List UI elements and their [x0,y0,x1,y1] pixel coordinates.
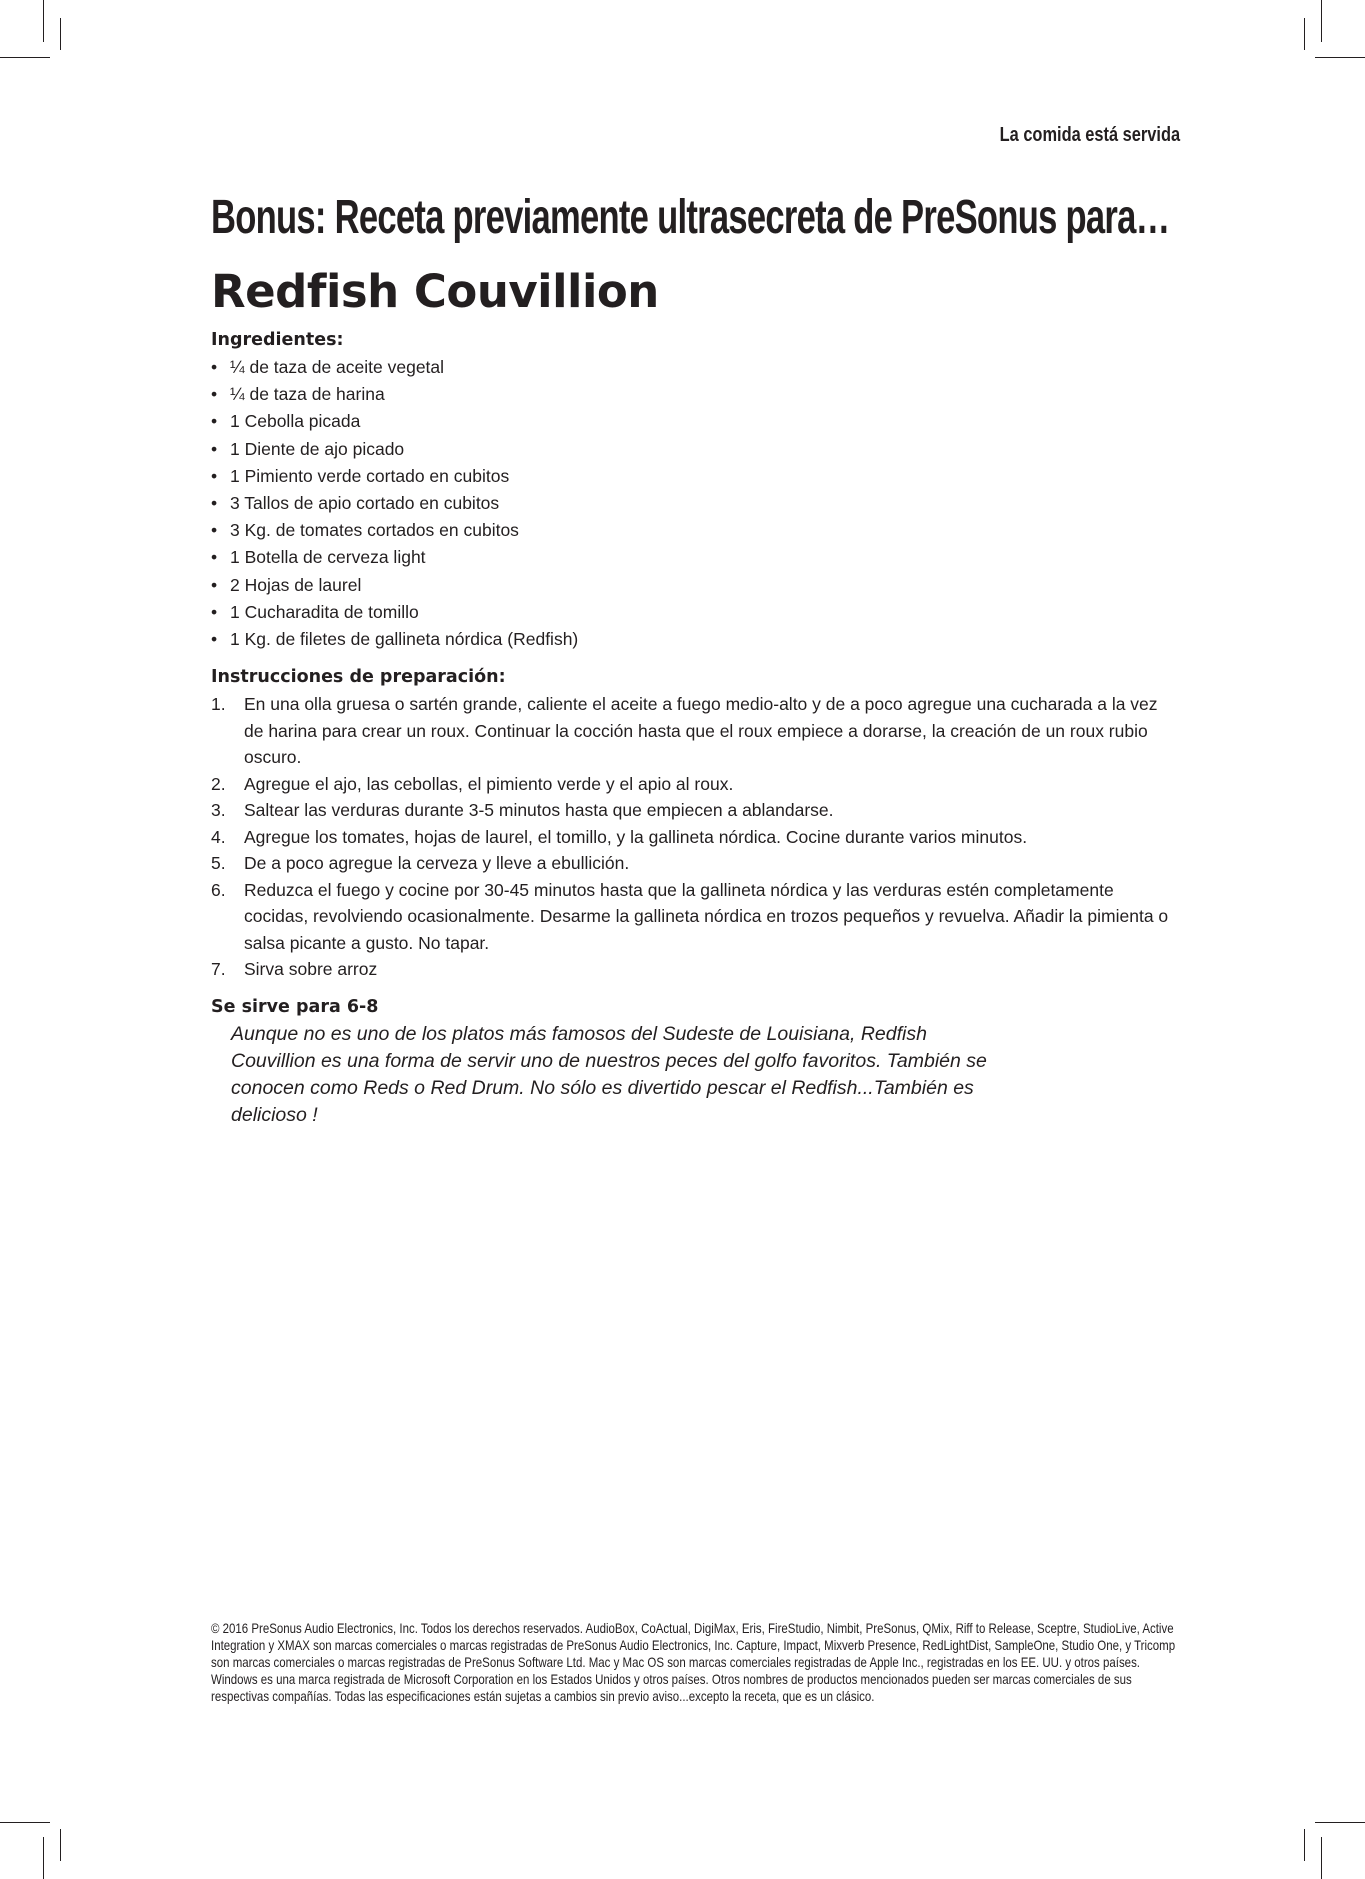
list-item [211,517,1181,544]
running-header: La comida está servida [999,124,1180,146]
ingredient-text: 1 Botella de cerveza light [230,547,426,568]
instructions-list [211,691,1181,983]
bullet-icon: • [211,629,218,650]
ingredient-text: 1 Cebolla picada [230,411,361,432]
crop-mark [43,1837,44,1879]
recipe-content [211,190,1181,1129]
list-item [211,436,1181,463]
list-item [211,797,1181,824]
step-text: Saltear las verduras durante 3-5 minutos hasta que empiecen a ablandarse. [244,800,834,821]
list-item [211,544,1181,571]
crop-mark [1304,18,1305,50]
recipe-note: Aunque no es uno de los platos más famosos del Sudeste de Louisiana, Redfish Couvillion es una forma de servir uno de nuestros peces del golfo favoritos. También se conocen como Reds o Red Drum. No sólo es divertido pescar el Redfish...También es delicioso ! [231,1022,987,1126]
legal-footer: © 2016 PreSonus Audio Electronics, Inc. Todos los derechos reservados. AudioBox, CoActual, DigiMax, Eris, FireStudio, Nimbit, PreSonus, QMix, Riff to Release, Sceptre, StudioLive, Active Integration y XMAX son marcas comerciales o marcas registradas de PreSonus Audio Electronics, Inc. Capture, Impact, Mixverb Presence, RedLightDist, SampleOne, Studio One, y Tricomp son marcas comerciales o marcas registradas de PreSonus Software Ltd. Mac y Mac OS son marcas comerciales registradas de Apple Inc., registradas en los EE. UU. y otros países. Windows es una marca registrada de Microsoft Corporation en los Estados Unidos y otros países. Otros nombres de productos mencionados pueden ser marcas comerciales de sus respectivas compañías. Todas las especificaciones están sujetas a cambios sin previo aviso...excepto la receta, que es un clásico. [211,1620,1176,1704]
bullet-icon: • [211,357,218,377]
ingredient-text: 3 Tallos de apio cortado en cubitos [230,493,500,514]
step-text: Agregue el ajo, las cebollas, el pimiento verde y el apio al roux. [244,773,734,794]
step-text: Reduzca el fuego y cocine por 30-45 minutos hasta que la gallineta nórdica y las verduras estén completamente cocidas, revolviendo ocasionalmente. Desarme la gallineta nórdica en trozos pequeños y revuelva. Añadir la pimienta o salsa picante a gusto. No tapar. [244,879,1169,953]
serves-heading: Se sirve para 6-8 [211,996,379,1017]
step-number: 5. [211,853,226,874]
instructions-heading: Instrucciones de preparación: [211,667,506,688]
bullet-icon: • [211,438,218,459]
crop-mark [1315,1822,1365,1823]
crop-mark [60,18,61,50]
step-text: Agregue los tomates, hojas de laurel, el tomillo, y la gallineta nórdica. Cocine durante varios minutos. [244,826,1028,847]
ingredient-text: 1 Cucharadita de tomillo [230,601,419,622]
list-item [211,877,1181,957]
crop-mark [1304,1829,1305,1861]
step-text: De a poco agregue la cerveza y lleve a ebullición. [244,853,630,874]
bullet-icon: • [211,493,218,514]
ingredient-text: 1 Kg. de filetes de gallineta nórdica (Redfish) [230,629,579,650]
ingredient-text: ¼ de taza de harina [230,384,385,405]
bullet-icon: • [211,384,218,405]
bullet-icon: • [211,465,218,486]
list-item [211,599,1181,626]
ingredient-text: 1 Pimiento verde cortado en cubitos [230,465,510,486]
list-item [211,771,1181,798]
list-item [211,956,1181,983]
step-number: 2. [211,773,226,794]
bullet-icon: • [211,574,218,595]
bullet-icon: • [211,520,218,541]
ingredient-text: 3 Kg. de tomates cortados en cubitos [230,520,519,541]
crop-mark [43,0,44,42]
bullet-icon: • [211,547,218,568]
step-number: 7. [211,959,226,980]
list-item [211,572,1181,599]
crop-mark [1321,1837,1322,1879]
list-item [211,408,1181,435]
ingredient-text: 1 Diente de ajo picado [230,438,405,459]
ingredients-list [211,354,1181,653]
list-item [211,691,1181,771]
ingredient-text: ¼ de taza de aceite vegetal [230,357,445,377]
ingredient-text: 2 Hojas de laurel [230,574,362,595]
step-text: En una olla gruesa o sartén grande, caliente el aceite a fuego medio-alto y de a poco agregue una cucharada a la vez de harina para crear un roux. Continuar la cocción hasta que el roux empiece a dorarse, la creación de un roux rubio oscuro. [244,694,1158,768]
recipe-title: Redfish Couvillion [211,265,659,318]
list-item [211,626,1181,653]
crop-mark [0,1822,50,1823]
bonus-title: Bonus: Receta previamente ultrasecreta de PreSonus para… [211,191,1170,244]
list-item [211,463,1181,490]
list-item [211,381,1181,408]
step-number: 4. [211,826,226,847]
crop-mark [1315,57,1365,58]
list-item [211,354,1181,381]
step-number: 6. [211,879,226,900]
step-number: 1. [211,694,226,715]
crop-mark [60,1829,61,1861]
crop-mark [1321,0,1322,42]
step-number: 3. [211,800,226,821]
step-text: Sirva sobre arroz [244,959,378,980]
list-item [211,850,1181,877]
list-item [211,824,1181,851]
list-item [211,490,1181,517]
ingredients-heading: Ingredientes: [211,330,344,350]
bullet-icon: • [211,601,218,622]
bullet-icon: • [211,411,218,432]
crop-mark [0,57,50,58]
